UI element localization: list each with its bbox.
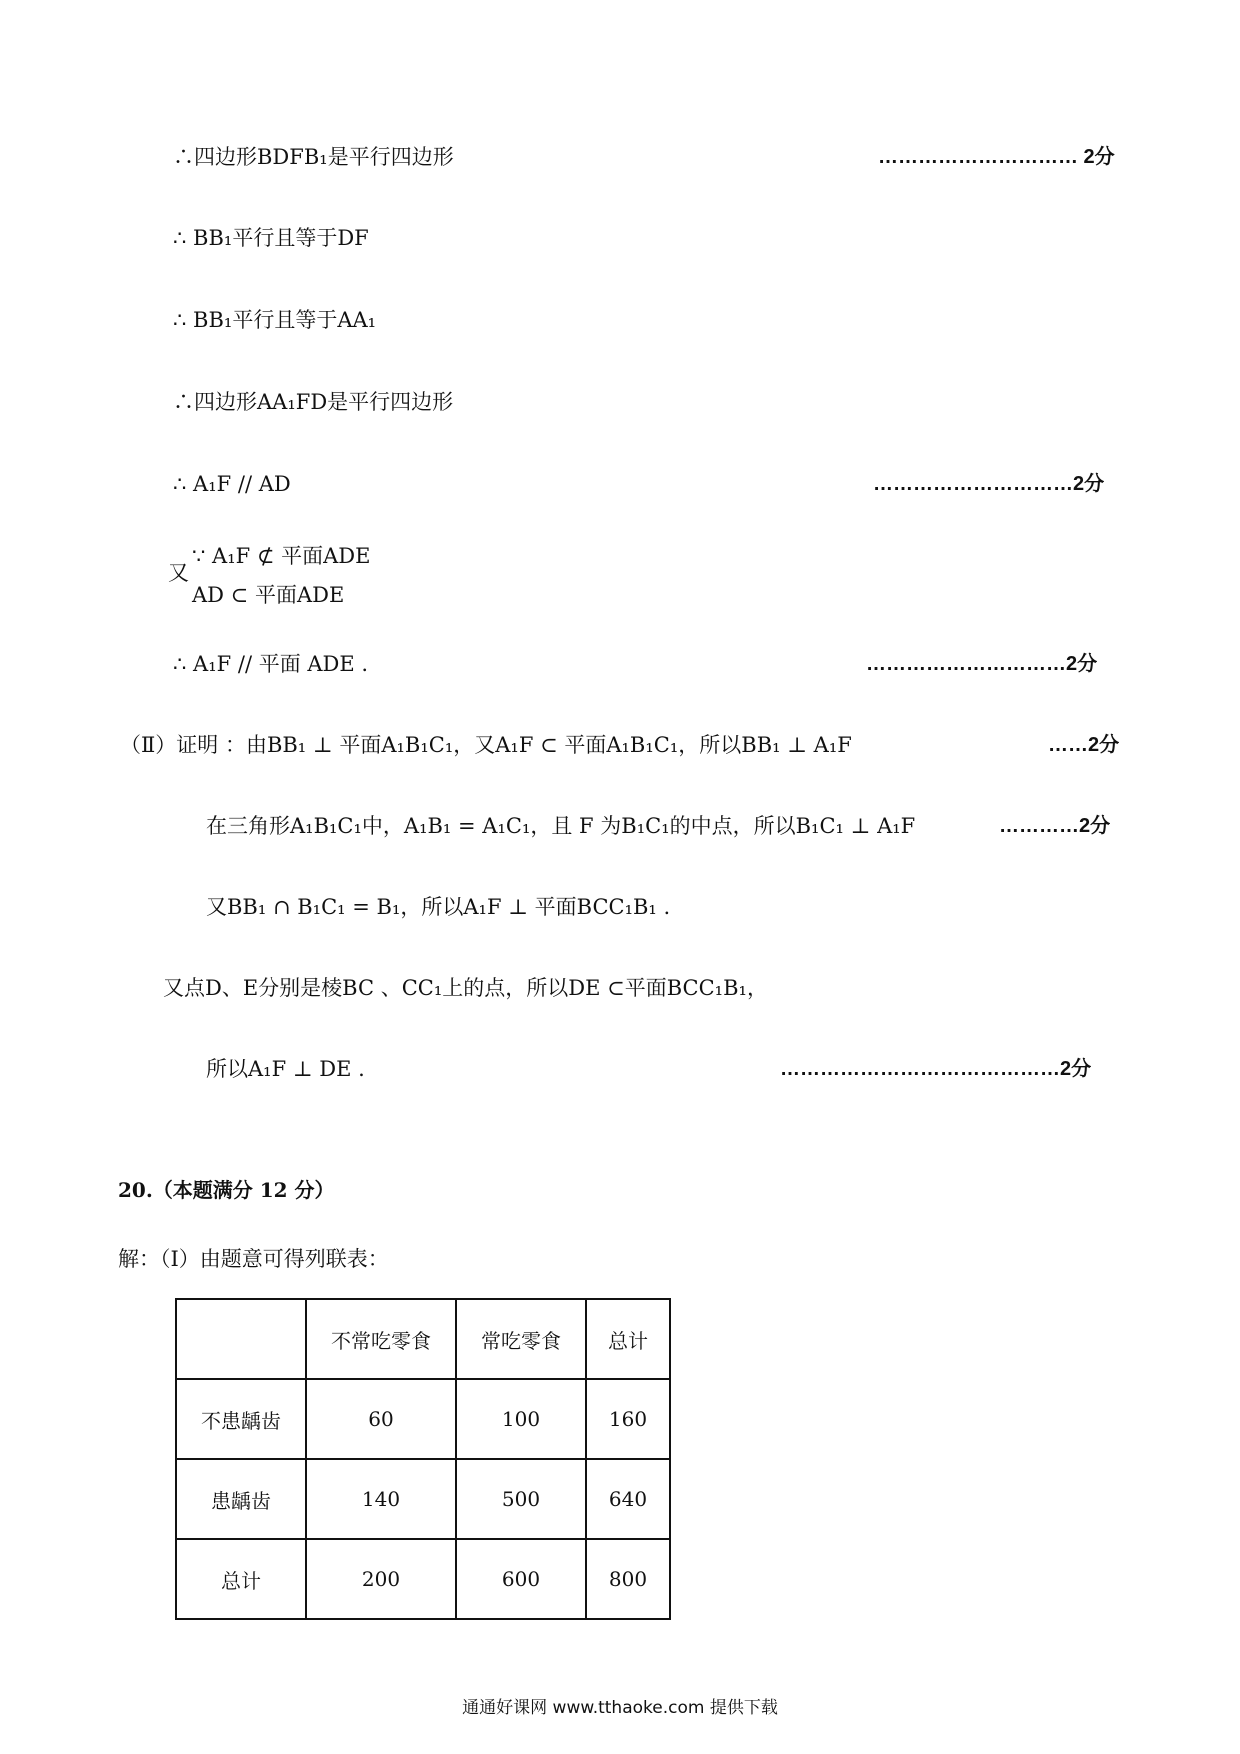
proof-line-5: ∴ A₁F // AD [173, 472, 291, 496]
table-cell: 500 [456, 1459, 586, 1539]
table-cell: 800 [586, 1539, 670, 1619]
proof-line-3: ∴ BB₁平行且等于AA₁ [173, 308, 377, 332]
score-marker: ………………………… 2分 [878, 146, 1115, 168]
table-cell: 患龋齿 [176, 1459, 306, 1539]
proof-line-1: ∴四边形BDFB₁是平行四边形 [173, 145, 454, 169]
table-cell: 不患龋齿 [176, 1379, 306, 1459]
question-20-heading: 20.（本题满分 12 分） [118, 1178, 335, 1202]
table-cell: 160 [586, 1379, 670, 1459]
table-cell: 100 [456, 1379, 586, 1459]
table-header-cell: 总计 [586, 1299, 670, 1379]
table-header-row [176, 1299, 670, 1379]
table-header-cell: 常吃零食 [456, 1299, 586, 1379]
score-marker: ……………………………………2分 [780, 1058, 1092, 1080]
part2-line-5: 所以A₁F ⊥ DE . [206, 1057, 365, 1081]
score-marker: …………………………2分 [873, 473, 1105, 495]
score-marker: ……2分 [1048, 734, 1120, 756]
table-cell: 60 [306, 1379, 456, 1459]
proof-line-6a: ∵ A₁F ⊄ 平面ADE [192, 544, 371, 568]
score-marker: …………………………2分 [866, 653, 1098, 675]
table-cell: 140 [306, 1459, 456, 1539]
contingency-table [175, 1298, 671, 1620]
proof-line-2: ∴ BB₁平行且等于DF [173, 226, 369, 250]
table-cell: 640 [586, 1459, 670, 1539]
proof-line-6-prefix: 又 [168, 561, 189, 585]
table-cell: 200 [306, 1539, 456, 1619]
table-row [176, 1379, 670, 1459]
part2-line-3: 又BB₁ ∩ B₁C₁ = B₁，所以A₁F ⊥ 平面BCC₁B₁ . [206, 895, 671, 919]
table-header-cell: 不常吃零食 [306, 1299, 456, 1379]
proof-line-6b: AD ⊂ 平面ADE [192, 583, 345, 607]
table-row [176, 1459, 670, 1539]
score-marker: …………2分 [999, 815, 1111, 837]
part2-line-1: （Ⅱ）证明 ：由BB₁ ⊥ 平面A₁B₁C₁，又A₁F ⊂ 平面A₁B₁C₁，所以BB₁ ⊥ A₁F [120, 733, 852, 757]
part2-line-2: 在三角形A₁B₁C₁中，A₁B₁ = A₁C₁，且 F 为B₁C₁的中点，所以B₁C₁ ⊥ A₁F [206, 814, 916, 838]
proof-line-7: ∴ A₁F // 平面 ADE . [173, 652, 369, 676]
table-cell: 总计 [176, 1539, 306, 1619]
question-20-intro: 解：（Ⅰ）由题意可得列联表： [118, 1247, 389, 1271]
part2-line-4: 又点D、E分别是棱BC 、CC₁上的点，所以DE ⊂平面BCC₁B₁， [163, 976, 768, 1000]
table-cell: 600 [456, 1539, 586, 1619]
page-footer: 通通好课网 www.tthaoke.com 提供下载 [462, 1698, 778, 1718]
table-header-cell [176, 1299, 306, 1379]
table-row [176, 1539, 670, 1619]
proof-line-4: ∴四边形AA₁FD是平行四边形 [173, 390, 454, 414]
